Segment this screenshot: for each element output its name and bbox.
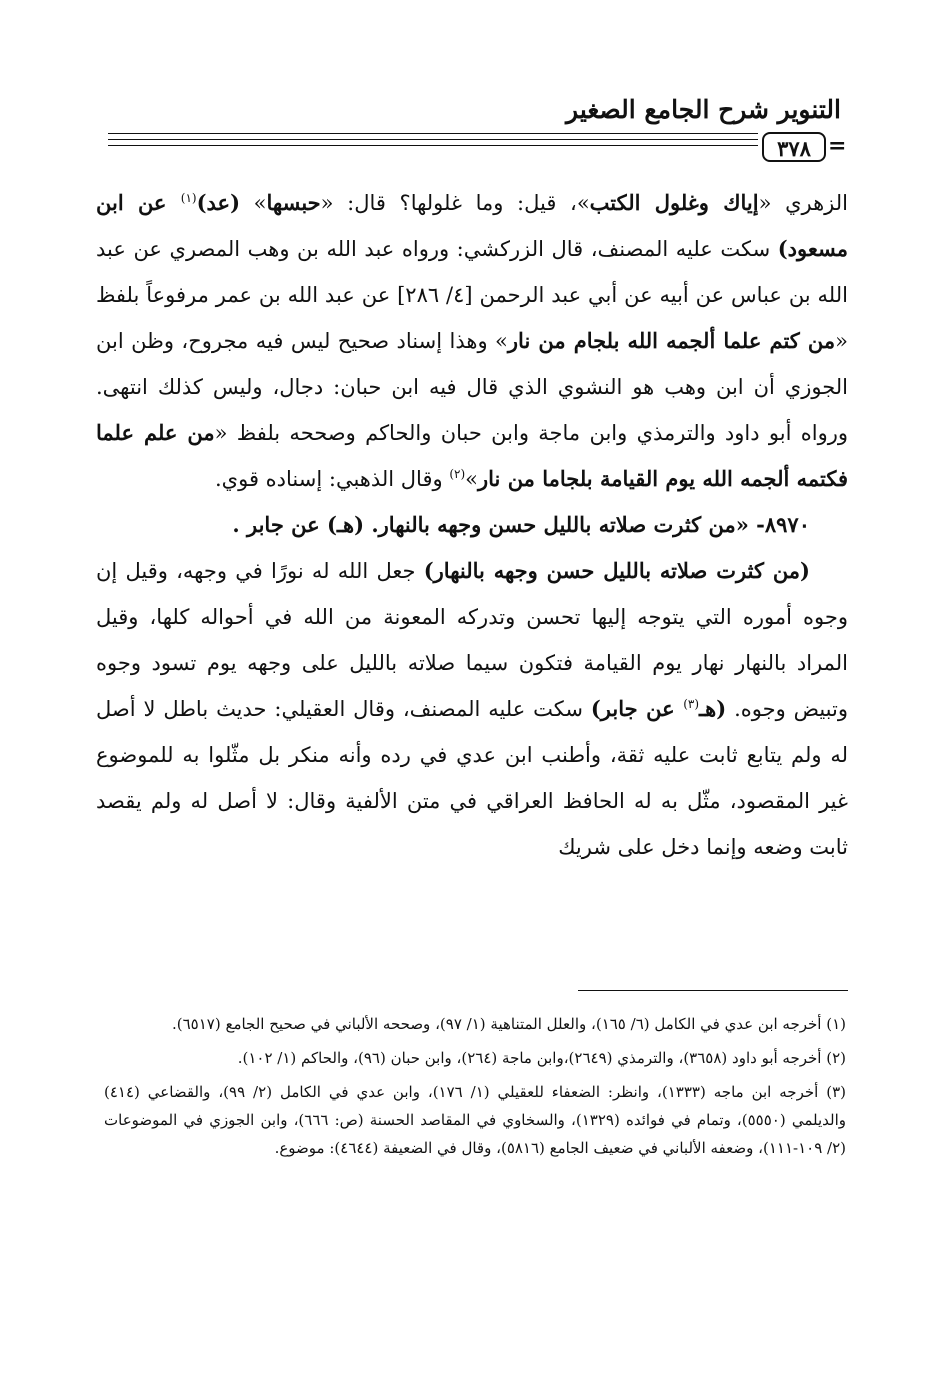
text-run: »	[465, 467, 478, 491]
text-run: سكت عليه المصنف، وقال العقيلي: حديث باطل لا أصل له ولم يتابع ثابت عليه ثقة، وأطنب ابن عدي في رده وأنه منكر بل مثّلوا به للموضوع غير المقصود، مثّل به له الحافظ العراقي في متن الألفية وقال: لا أصل له ولم يقصد ثابت وضعه وإنما دخل على شريك	[96, 697, 848, 859]
hadith-entry-8970: ٨٩٧٠- «من كثرت صلاته بالليل حسن وجهه بالنهار. (هـ) عن جابر .	[232, 512, 810, 537]
text-run: جعل الله له نورًا في وجهه، وقيل إن وجوه أموره التي يتوجه إليها تحسن وتدركه المعونة من الله في أحواله كلها، وقيل المراد بالنهار نهار يوم القيامة فتكون سيما صلاته بالليل على وجهه يوم تسود وجوه وتبيض وجوه.	[96, 559, 848, 721]
footnote-2: (٢) أخرجه أبو داود (٣٦٥٨)، والترمذي (٢٦٤٩)،وابن ماجة (٢٦٤)، وابن حبان (٩٦)، والحاكم (١/ ١٠٢).	[237, 1049, 846, 1067]
header-rule-middle	[108, 139, 758, 140]
paragraph-commentary-1	[96, 180, 848, 502]
hadith-quote: (من كثرت صلاته بالليل حسن وجهه بالنهار)	[423, 558, 810, 583]
main-text	[96, 180, 848, 870]
hadith-quote: من علم علما فكتمه ألجمه الله يوم القيامة بلجاما من نار	[96, 420, 848, 491]
paragraph-commentary-2	[96, 548, 848, 870]
text-run: » وهذا إسناد صحيح ليس فيه مجروح، وظن ابن الجوزي أن ابن وهب هو النشوي الذي قال فيه ابن حبان: دجال، وليس كذلك انتهى. ورواه أبو داود والترمذي وابن ماجة وابن حبان والحاكم وصححه بلفظ «	[96, 329, 848, 445]
text-run: »، قيل: وما غلولها؟ قال: «	[320, 191, 590, 215]
footnote-ref-2: (٢)	[449, 467, 466, 481]
footnote-ref-1: (١)	[180, 191, 197, 205]
footnotes	[104, 1010, 846, 1168]
source-code: (عد)	[196, 190, 241, 215]
narrator: عن جابر)	[590, 696, 684, 721]
text-run: الزهري «	[758, 191, 849, 215]
header-rule-top	[108, 133, 758, 134]
header-rule-bottom	[108, 145, 758, 146]
footnote-ref-3: (٣)	[683, 697, 700, 711]
page-number-mark: =	[828, 133, 847, 159]
narrator: عن ابن مسعود)	[96, 190, 848, 261]
source-code: (هـ	[699, 696, 727, 721]
hadith-quote: حبسها	[266, 190, 321, 215]
footnote-3: (٣) أخرجه ابن ماجه (١٣٣٣)، وانظر: الضعفاء للعقيلي (١/ ١٧٦)، وابن عدي في الكامل (٢/ ٩٩)، والقضاعي (٤١٤) والديلمي (٥٥٥٠)، وتمام في فوائده (١٣٢٩)، والسخاوي في المقاصد الحسنة (ص: ٦٦٦)، وابن الجوزي في الموضوعات (٢/ ١٠٩-١١١)، وضعفه الألباني في ضعيف الجامع (٥٨١٦)، وقال في الضعيفة (٤٦٤٤): موضوع.	[104, 1083, 847, 1157]
footnote-1: (١) أخرجه ابن عدي في الكامل (٦/ ١٦٥)، والعلل المتناهية (١/ ٩٧)، وصححه الألباني في صحيح الجامع (٦٥١٧).	[171, 1015, 846, 1033]
text-run: سكت عليه المصنف، قال الزركشي: ورواه عبد الله بن وهب المصري عن عبد الله بن عباس عن أبيه عن أبي عبد الرحمن [٤/ ٢٨٦] عن عبد الله بن عمر مرفوعاً بلفظ «	[96, 237, 848, 353]
hadith-quote: إياك وغلول الكتب	[589, 190, 759, 215]
running-title: التنوير شرح الجامع الصغير	[566, 95, 841, 124]
page-number: ٣٧٨	[762, 132, 826, 162]
footnote-separator	[578, 990, 848, 991]
text-run: وقال الذهبي: إسناده قوي.	[215, 467, 450, 491]
text-run: »	[240, 191, 267, 215]
hadith-quote: من كتم علما ألجمه الله بلجام من نار	[507, 328, 836, 353]
